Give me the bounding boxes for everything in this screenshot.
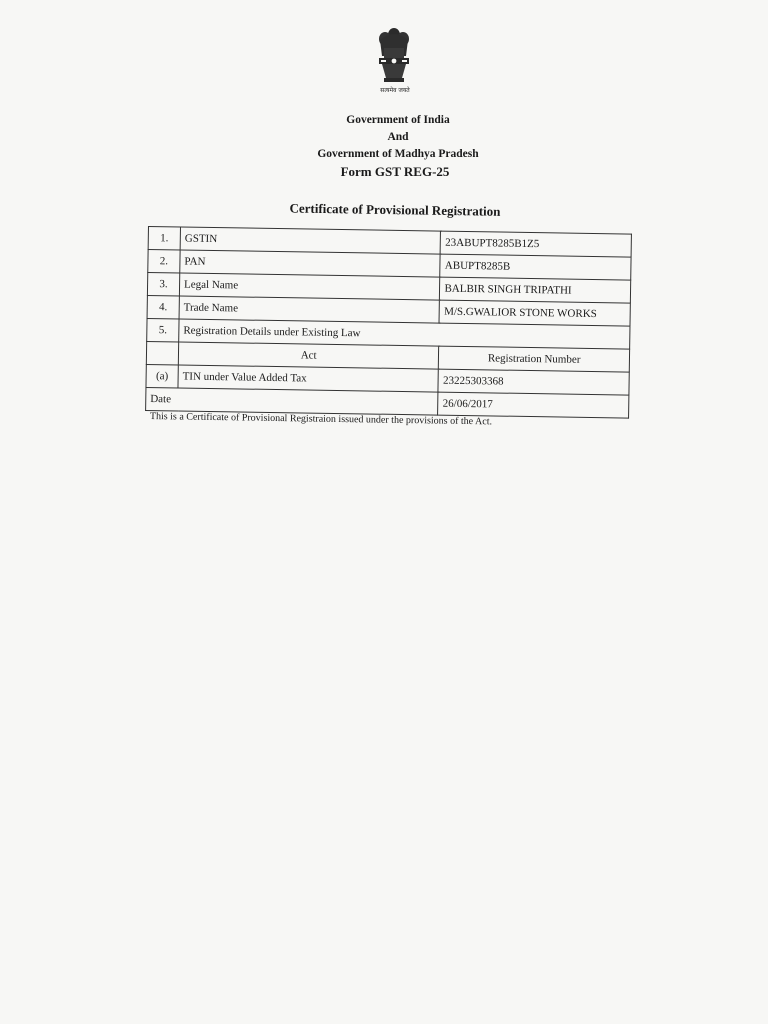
form-title: Form GST REG-25 (340, 164, 450, 179)
row-number: 5. (147, 318, 179, 341)
header-government-of-india: Government of India (346, 114, 450, 126)
row-number: (a) (146, 364, 178, 387)
tin-act: TIN under Value Added Tax (178, 365, 439, 392)
header-government-of-madhya-pradesh: Government of Madhya Pradesh (317, 148, 479, 160)
footer-note: This is a Certificate of Provisional Registraion issued under the provisions of the Act. (149, 411, 493, 428)
registration-table (145, 226, 632, 419)
row-label: Trade Name (179, 296, 440, 323)
date-label: Date (146, 387, 439, 415)
row-label: GSTIN (180, 227, 441, 254)
row-number: 3. (147, 273, 179, 296)
emblem-motto: सत्यमेव जयते (380, 87, 410, 94)
empty-cell (146, 341, 178, 364)
row-number: 1. (148, 227, 180, 250)
tin-registration-number: 23225303368 (438, 369, 629, 395)
act-header: Act (178, 342, 439, 369)
pan-value: ABUPT8285B (440, 254, 631, 280)
registration-table-wrap (145, 226, 632, 419)
row-number: 4. (147, 295, 179, 318)
row-label: Legal Name (179, 273, 440, 300)
row-label: PAN (180, 250, 441, 277)
registration-number-header: Registration Number (439, 346, 630, 372)
legal-name-value: BALBIR SINGH TRIPATHI (440, 277, 631, 303)
certificate-title: Certificate of Provisional Registration (289, 200, 501, 219)
date-value: 26/06/2017 (438, 392, 629, 418)
gstin-value: 23ABUPT8285B1Z5 (441, 231, 632, 257)
header-and: And (387, 131, 409, 143)
trade-name-value: M/S.GWALIOR STONE WORKS (439, 300, 630, 326)
row-number: 2. (148, 250, 180, 273)
existing-law-label: Registration Details under Existing Law (179, 319, 630, 349)
